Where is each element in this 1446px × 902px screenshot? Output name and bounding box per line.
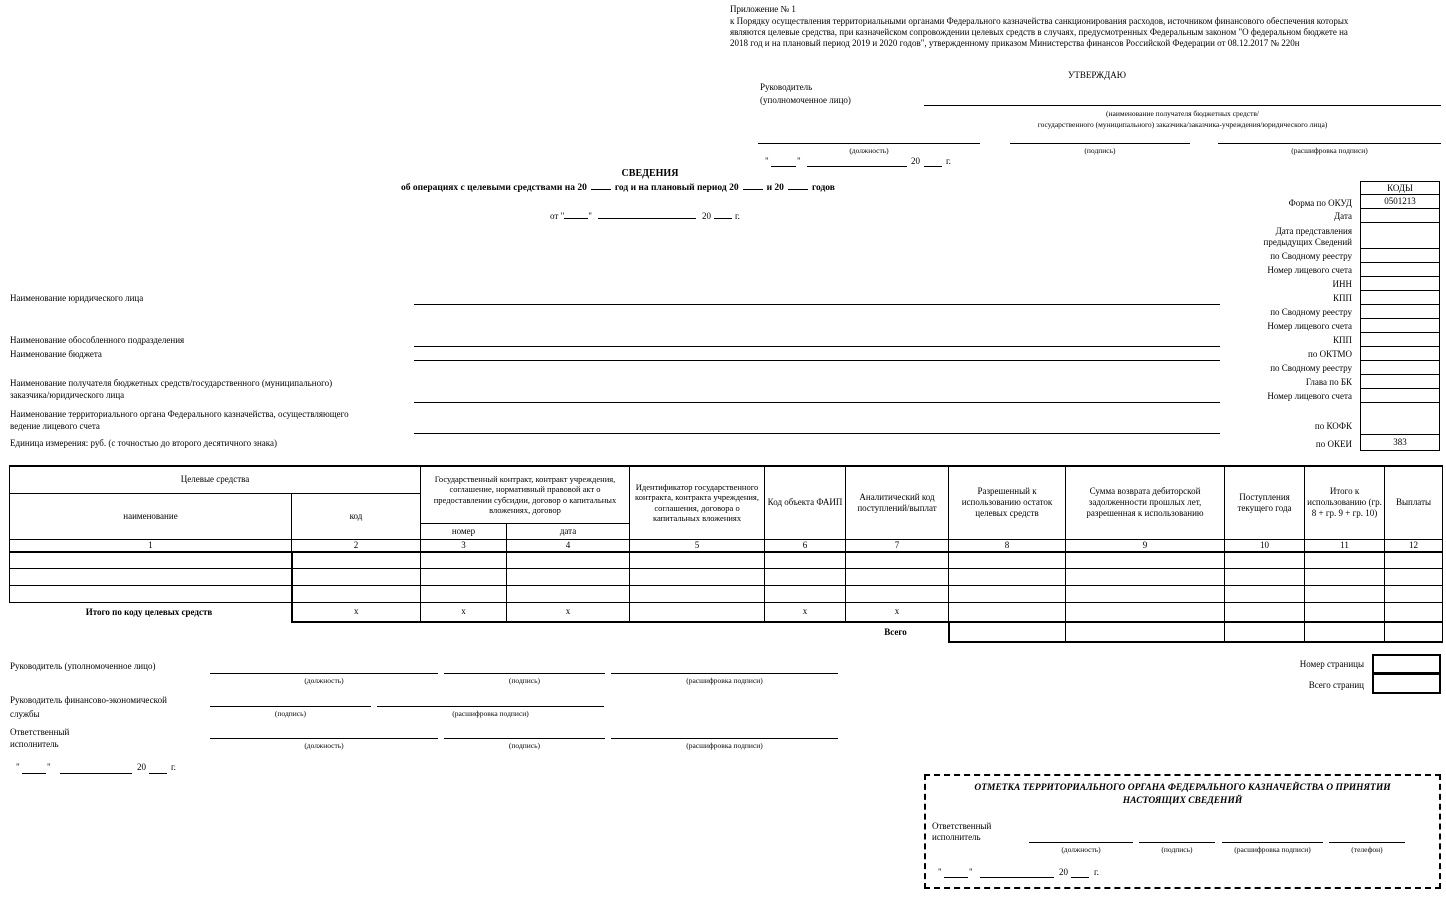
approve-date-month[interactable] [807, 166, 907, 167]
cell[interactable] [421, 569, 507, 586]
label-okei: по ОКЕИ [1315, 439, 1352, 449]
total-by-code-label: Итого по коду целевых средств [10, 603, 292, 622]
sig-head-label: Руководитель (уполномоченное лицо) [10, 661, 156, 671]
grand-allowed[interactable] [949, 622, 1066, 642]
total-identifier[interactable] [630, 603, 765, 622]
form-title: СВЕДЕНИЯ [621, 168, 679, 179]
treasury-mark-title-1: ОТМЕТКА ТЕРРИТОРИАЛЬНОГО ОРГАНА ФЕДЕРАЛЬНОГО КАЗНАЧЕЙСТВА О ПРИНЯТИИ [974, 783, 1391, 793]
code-kpp-2[interactable] [1360, 333, 1440, 347]
col-num-6: 6 [765, 539, 846, 552]
cell[interactable] [507, 552, 630, 569]
sig-exec-cap-position: (должность) [304, 741, 344, 750]
cell[interactable] [1305, 586, 1385, 603]
sig-exec-cap-decoding: (расшифровка подписи) [686, 741, 763, 750]
label-recipient-2: заказчика/юридического лица [10, 390, 125, 400]
label-registry-2: по Сводному реестру [1270, 307, 1352, 317]
cell[interactable] [292, 552, 421, 569]
treasury-position-line[interactable] [1029, 842, 1133, 843]
cell[interactable] [1305, 569, 1385, 586]
col-num-11: 11 [1305, 539, 1385, 552]
th-identifier: Идентификатор государственного контракта, контракта учреждения, соглашения, договора о капитальных вложениях [630, 466, 765, 539]
approve-date-g: г. [946, 156, 951, 166]
cell[interactable] [1385, 552, 1443, 569]
sig-date-year[interactable] [149, 773, 167, 774]
code-account-1[interactable] [1360, 263, 1440, 277]
cell[interactable] [1225, 569, 1305, 586]
col-num-9: 9 [1066, 539, 1225, 552]
label-account-1: Номер лицевого счета [1267, 265, 1352, 275]
sig-exec-label-1: Ответственный [10, 727, 70, 737]
recipient-field-line[interactable] [414, 402, 1220, 403]
cell[interactable] [765, 569, 846, 586]
col-num-12: 12 [1385, 539, 1443, 552]
treasury-decoding-line[interactable] [1222, 842, 1323, 843]
label-inn: ИНН [1332, 279, 1352, 289]
sig-exec-label-2: исполнитель [10, 739, 59, 749]
table-row [10, 552, 1443, 569]
sig-date-quote-open: " [16, 762, 20, 772]
total-pages-label: Всего страниц [1308, 680, 1364, 690]
col-num-8: 8 [949, 539, 1066, 552]
approve-signature-line[interactable] [1010, 143, 1190, 144]
cell[interactable] [846, 586, 949, 603]
th-date: дата [507, 523, 630, 539]
code-inn[interactable] [1360, 277, 1440, 291]
code-glava-bk[interactable] [1360, 375, 1440, 389]
code-registry-3[interactable] [1360, 361, 1440, 375]
cell[interactable] [292, 569, 421, 586]
cell[interactable] [846, 569, 949, 586]
sig-head-cap-signature: (подпись) [508, 676, 541, 685]
code-registry-1[interactable] [1360, 249, 1440, 263]
label-recipient-1: Наименование получателя бюджетных средств/государственного (муниципального) [10, 378, 333, 388]
total-use[interactable] [1305, 603, 1385, 622]
sig-head-cap-decoding: (расшифровка подписи) [686, 676, 763, 685]
recipient-caption-2: государственного (муниципального) заказчика/заказчика-учреждения/юридического лица) [1037, 120, 1328, 129]
col-num-1: 1 [10, 539, 292, 552]
codes-header: КОДЫ [1360, 181, 1440, 195]
sig-exec-signature-line[interactable] [444, 738, 605, 739]
cell[interactable] [292, 586, 421, 603]
treasury-date-g: г. [1094, 867, 1099, 877]
label-date: Дата [1334, 211, 1352, 221]
sig-head-signature-line[interactable] [444, 673, 605, 674]
treasury-date-quote-close: " [969, 867, 973, 877]
recipient-caption-1: (наименование получателя бюджетных средств/ [1105, 109, 1259, 118]
cell[interactable] [10, 552, 292, 569]
label-glava-bk: Глава по БК [1305, 377, 1352, 387]
label-kofk: по КОФК [1314, 421, 1352, 431]
total-x-date: x [507, 603, 630, 622]
budget-line[interactable] [414, 360, 1220, 361]
approve-date-year-prefix: 20 [911, 156, 920, 166]
approve-cap-decoding: (расшифровка подписи) [1291, 146, 1368, 155]
form-date-from: от " " 20 г. [550, 211, 740, 221]
sig-fin-signature-line[interactable] [210, 706, 371, 707]
sig-date-quote-close: " [47, 762, 51, 772]
label-oktmo: по ОКТМО [1308, 349, 1352, 359]
cell[interactable] [630, 586, 765, 603]
table-row [10, 586, 1443, 603]
cell[interactable] [1066, 586, 1225, 603]
sig-head-cap-position: (должность) [304, 676, 344, 685]
label-legal-entity: Наименование юридического лица [10, 293, 144, 303]
code-okud[interactable]: 0501213 [1360, 195, 1440, 209]
code-account-3[interactable] [1360, 389, 1440, 403]
cell[interactable] [421, 586, 507, 603]
col-num-4: 4 [507, 539, 630, 552]
cell[interactable] [421, 552, 507, 569]
code-prev-date[interactable] [1360, 223, 1440, 249]
th-number: номер [421, 523, 507, 539]
code-oktmo[interactable] [1360, 347, 1440, 361]
treasury-mark-title-2: НАСТОЯЩИХ СВЕДЕНИЙ [1122, 796, 1243, 806]
th-contract: Государственный контракт, контракт учреждения, соглашение, нормативный правовой акт о предоставлении субсидии, договор о капитальных вложениях, договор [421, 466, 630, 523]
approve-date-year[interactable] [924, 166, 942, 167]
treasury-cap-phone: (телефон) [1351, 845, 1383, 854]
form-subtitle: об операциях с целевыми средствами на 20 год и на плановый период 20 и 20 годов [401, 183, 835, 193]
sig-fin-label-1: Руководитель финансово-экономической [10, 695, 167, 705]
total-income[interactable] [1225, 603, 1305, 622]
label-account-2: Номер лицевого счета [1267, 321, 1352, 331]
approve-head-line2: (уполномоченное лицо) [760, 95, 851, 105]
operations-table [9, 465, 1443, 643]
col-num-7: 7 [846, 539, 949, 552]
cell[interactable] [1385, 586, 1443, 603]
label-registry-3: по Сводному реестру [1270, 363, 1352, 373]
sig-fin-label-2: службы [10, 709, 40, 719]
cell[interactable] [765, 552, 846, 569]
grand-income[interactable] [1225, 622, 1305, 642]
subdivision-line[interactable] [414, 346, 1220, 347]
total-payments[interactable] [1385, 603, 1443, 622]
total-x-analytic: x [846, 603, 949, 622]
code-okei[interactable]: 383 [1360, 435, 1440, 451]
label-account-3: Номер лицевого счета [1267, 391, 1352, 401]
label-budget: Наименование бюджета [10, 349, 102, 359]
treasury-signature-line[interactable] [1139, 842, 1215, 843]
approve-cap-position: (должность) [849, 146, 889, 155]
cell[interactable] [507, 569, 630, 586]
tofk-line[interactable] [414, 433, 1220, 434]
total-allowed[interactable] [949, 603, 1066, 622]
grand-payments[interactable] [1385, 622, 1443, 642]
cell[interactable] [507, 586, 630, 603]
total-by-code-row [10, 603, 1443, 622]
approve-date-quote-close: " [797, 156, 801, 166]
total-return[interactable] [1066, 603, 1225, 622]
label-prev-date-2: предыдущих Сведений [1263, 237, 1352, 247]
grand-total-label: Всего [884, 626, 907, 637]
approve-date-day[interactable] [771, 166, 796, 167]
treasury-phone-line[interactable] [1329, 842, 1405, 843]
appendix-line-1: к Порядку осуществления территориальными органами Федерального казначейства санкционирования расходов, источником финансового обеспечения которых [730, 16, 1349, 26]
sig-date-day[interactable] [22, 773, 46, 774]
recipient-line[interactable] [924, 105, 1441, 106]
th-target-funds: Целевые средства [10, 466, 421, 493]
label-kpp-2: КПП [1332, 335, 1352, 345]
cell[interactable] [1066, 552, 1225, 569]
th-income: Поступления текущего года [1225, 466, 1305, 539]
page-number-label: Номер страницы [1299, 659, 1364, 669]
grand-return[interactable] [1066, 622, 1225, 642]
treasury-cap-decoding: (расшифровка подписи) [1234, 845, 1311, 854]
label-tofk-1: Наименование территориального органа Федерального казначейства, осуществляющего [10, 409, 349, 419]
appendix-title: Приложение № 1 [730, 4, 796, 14]
treasury-date-year-prefix: 20 [1059, 867, 1068, 877]
col-num-2: 2 [292, 539, 421, 552]
table-row [10, 569, 1443, 586]
cell[interactable] [10, 586, 292, 603]
appendix-line-3: 2018 год и на плановый период 2019 и 2020 годов", утвержденному приказом Министерства финансов Российской Федерации от 08.12.2017 № 220н [730, 38, 1300, 48]
code-registry-2[interactable] [1360, 305, 1440, 319]
treasury-cap-signature: (подпись) [1161, 845, 1193, 854]
treasury-exec-label-2: исполнитель [932, 832, 981, 842]
cell[interactable] [846, 552, 949, 569]
th-payments: Выплаты [1385, 466, 1443, 539]
approve-head-line1: Руководитель [760, 82, 813, 92]
sig-head-decoding-line[interactable] [611, 673, 838, 674]
label-okud: Форма по ОКУД [1288, 198, 1352, 208]
cell[interactable] [1385, 569, 1443, 586]
total-x-faip: x [765, 603, 846, 622]
sig-date-g: г. [171, 762, 176, 772]
sig-exec-decoding-line[interactable] [611, 738, 838, 739]
th-return: Сумма возврата дебиторской задолженности прошлых лет, разрешенная к использованию [1066, 466, 1225, 539]
col-num-10: 10 [1225, 539, 1305, 552]
th-name: наименование [10, 493, 292, 539]
appendix-line-2: являются целевые средства, при казначейском сопровождении целевых средств в случаях, предусмотренных Федеральным законом "О федеральном бюджете на [730, 27, 1348, 37]
label-unit: Единица измерения: руб. (с точностью до второго десятичного знака) [10, 438, 277, 448]
label-tofk-2: ведение лицевого счета [10, 421, 100, 431]
approve-decoding-line[interactable] [1218, 143, 1441, 144]
cell[interactable] [949, 586, 1066, 603]
grand-total-use[interactable] [1305, 622, 1385, 642]
total-x-code: x [292, 603, 421, 622]
approve-date-quote-open: " [765, 156, 769, 166]
treasury-date-year[interactable] [1071, 877, 1089, 878]
sig-fin-decoding-line[interactable] [377, 706, 604, 707]
col-num-5: 5 [630, 539, 765, 552]
total-x-number: x [421, 603, 507, 622]
approve-cap-signature: (подпись) [1084, 146, 1116, 155]
code-kofk[interactable] [1360, 403, 1440, 435]
cell[interactable] [1066, 569, 1225, 586]
page-number-box[interactable] [1372, 654, 1441, 674]
cell[interactable] [1305, 552, 1385, 569]
cell[interactable] [949, 569, 1066, 586]
th-faip: Код объекта ФАИП [765, 466, 846, 539]
sig-head-position-line[interactable] [210, 673, 438, 674]
approve-title: УТВЕРЖДАЮ [1068, 70, 1127, 80]
label-registry-1: по Сводному реестру [1270, 251, 1352, 261]
label-prev-date-1: Дата представления [1275, 226, 1352, 236]
cell[interactable] [1225, 552, 1305, 569]
th-allowed: Разрешенный к использованию остаток целевых средств [949, 466, 1066, 539]
label-kpp-1: КПП [1332, 293, 1352, 303]
treasury-cap-position: (должность) [1061, 845, 1101, 854]
treasury-exec-label-1: Ответственный [932, 821, 992, 831]
sig-exec-position-line[interactable] [210, 738, 438, 739]
cell[interactable] [765, 586, 846, 603]
sig-date-month[interactable] [60, 773, 132, 774]
grand-total-row [10, 622, 1443, 642]
sig-fin-cap-decoding: (расшифровка подписи) [452, 709, 529, 718]
cell[interactable] [949, 552, 1066, 569]
code-kpp-1[interactable] [1360, 291, 1440, 305]
cell[interactable] [630, 569, 765, 586]
th-analytic: Аналитический код поступлений/выплат [846, 466, 949, 539]
th-total-use: Итого к использованию (гр. 8 + гр. 9 + гр. 10) [1305, 466, 1385, 539]
sig-date-year-prefix: 20 [137, 762, 146, 772]
treasury-date-month[interactable] [980, 877, 1054, 878]
sig-exec-cap-signature: (подпись) [508, 741, 541, 750]
treasury-date-quote-open: " [938, 867, 942, 877]
col-num-3: 3 [421, 539, 507, 552]
approve-position-line[interactable] [758, 143, 980, 144]
th-code: код [292, 493, 421, 539]
cell[interactable] [1225, 586, 1305, 603]
label-subdivision: Наименование обособленного подразделения [10, 335, 185, 345]
sig-fin-cap-signature: (подпись) [274, 709, 307, 718]
legal-entity-line[interactable] [414, 304, 1220, 305]
cell[interactable] [630, 552, 765, 569]
total-pages-box[interactable] [1372, 673, 1441, 694]
code-account-2[interactable] [1360, 319, 1440, 333]
treasury-date-day[interactable] [944, 877, 968, 878]
cell[interactable] [10, 569, 292, 586]
code-date[interactable] [1360, 209, 1440, 223]
